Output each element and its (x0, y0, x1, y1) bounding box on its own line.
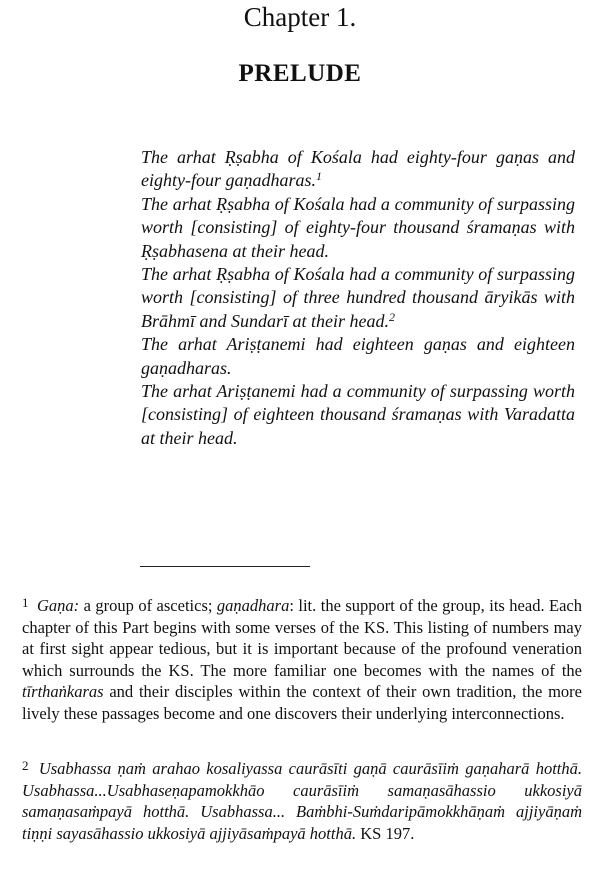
footnote-ref: 1 (316, 169, 322, 184)
footnote-1: $^1$ Gaṇa: a group of ascetics; gaṇadhara: lit. the support of the group, its head. Each chapter of this Part begins with some verses of the KS. This listing of numbers may at first sight appear tedious, but it is important because of the profound veneration which surrounds the KS. The more familiar one becomes with the names of the tīrthaṅkaras and their disciples within the context of their own tradition, the more lively these passages become and one discovers their underlying interconnections. (22, 595, 583, 723)
verse: The arhat Ṛṣabha of Kośala had eighty-four gaṇas and eighty-four gaṇadharas.$^1$ (141, 147, 575, 191)
chapter-title: PRELUDE (238, 60, 362, 87)
verse: The arhat Ṛṣabha of Kośala had a community of surpassing worth [consisting] of eighty-four thousand śramaṇas with Ṛṣabhasena at their head. (141, 193, 575, 261)
footnote-number: 2 (22, 758, 29, 773)
verse: The arhat Ṛṣabha of Kośala had a community of surpassing worth [consisting] of three hundred thousand āryikās with Brāhmī and Sundarī at their head.$^2$ (141, 264, 575, 331)
chapter-heading: Chapter 1. (243, 2, 357, 32)
verses (141, 146, 575, 450)
footnote-2: $^2$ Usabhassa ṇaṁ arahao kosaliyassa caurāsīti gaṇā caurāsīiṁ gaṇaharā hotthā. Usabhassa...Usabhaseṇapamokkhāo caurāsīiṁ samaṇasāhassio ukkosiyā samaṇasaṁpayā hotthā. Usabhassa... Baṁbhi-Suṁdaripāmokkhāṇaṁ ajjiyāṇaṁ tiṇṇi sayasāhassio ukkosiyā ajjiyāsaṁpayā hotthā. KS 197. (22, 758, 582, 843)
footnote-ref: 2 (389, 309, 395, 324)
verse: The arhat Ariṣṭanemi had eighteen gaṇas and eighteen gaṇadharas. (141, 334, 575, 378)
footnote-number: 1 (22, 595, 29, 610)
footnote-divider (140, 566, 310, 567)
verse: The arhat Ariṣṭanemi had a community of surpassing worth [consisting] of eighteen thousand śramaṇas with Varadatta at their head. (141, 381, 575, 448)
